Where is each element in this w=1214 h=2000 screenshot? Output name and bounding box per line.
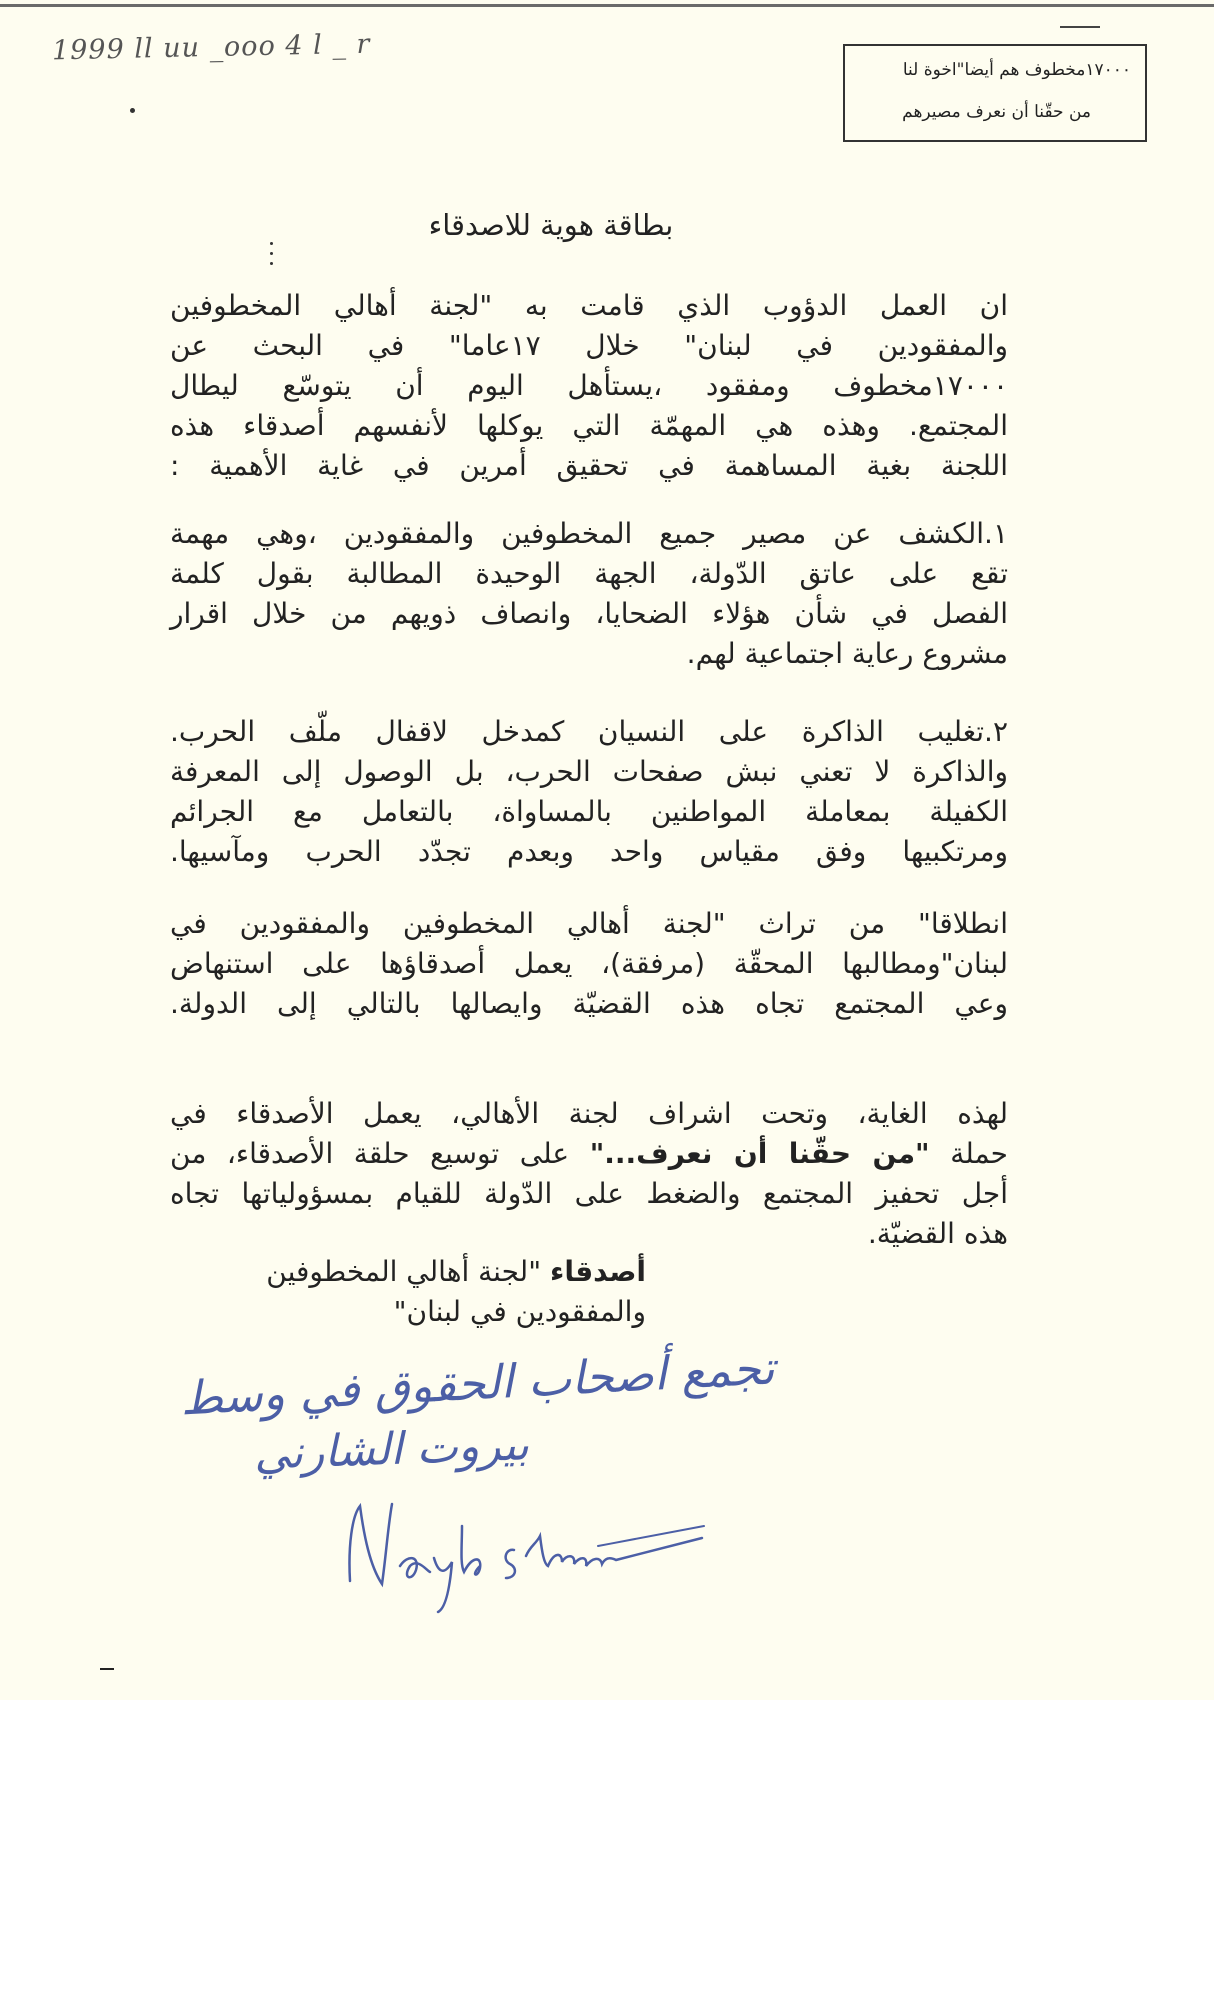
text-line: ان العمل الدؤوب الذي قامت به "لجنة أهالي المخطوفين xyxy=(170,289,1008,322)
handwritten-note-line-2: بيروت الشارني xyxy=(253,1419,530,1480)
campaign-name: "من حقّنا أن نعرف..." xyxy=(589,1137,930,1170)
ink-dot xyxy=(130,108,135,113)
text-line: انطلاقا" من تراث "لجنة أهالي المخطوفين والمفقودين في xyxy=(170,907,1008,940)
document-title: بطاقة هوية للاصدقاء xyxy=(428,208,674,242)
ink-dot xyxy=(270,242,273,245)
text-line: أجل تحفيز المجتمع والضغط على الدّولة للقيام بمسؤولياتها تجاه xyxy=(170,1177,1008,1210)
text-line: ومرتكبيها وفق مقياس واحد وبعدم تجدّد الحرب ومآسيها. xyxy=(170,835,1008,868)
closing-line-1 xyxy=(200,1252,646,1292)
text-line xyxy=(170,1134,1008,1174)
campaign-paragraph xyxy=(170,1094,1008,1254)
point-two-paragraph xyxy=(170,712,1008,872)
text-line: مشروع رعاية اجتماعية لهم. xyxy=(686,637,1008,670)
closing-text: "لجنة أهالي المخطوفين xyxy=(266,1255,550,1288)
stamp-line-1: ١٧٠٠٠مخطوف هم أيضا"اخوة لنا xyxy=(902,60,1131,80)
point-one-paragraph xyxy=(170,514,1008,674)
text-line: الكفيلة بمعاملة المواطنين بالمساواة، بالتعامل مع الجرائم xyxy=(170,795,1008,828)
top-tick-mark xyxy=(1060,26,1100,28)
scan-margin xyxy=(0,1700,1214,2000)
closing-line-2: والمفقودين في لبنان" xyxy=(393,1295,646,1328)
text-line: والمفقودين في لبنان" خلال ١٧عاما" في البحث عن xyxy=(170,329,1008,362)
reference-code: 1999 ll uu _ooo 4 l _ r xyxy=(51,28,371,67)
slogan-stamp xyxy=(843,44,1147,142)
heritage-paragraph xyxy=(170,904,1008,1024)
text-line: ٢.تغليب الذاكرة على النسيان كمدخل لاقفال ملّف الحرب. xyxy=(170,715,1008,748)
text-line: الفصل في شأن هؤلاء الضحايا، وانصاف ذويهم من خلال اقرار xyxy=(170,597,1008,630)
handwritten-note-line-1: تجمع أصحاب الحقوق في وسط xyxy=(178,1340,776,1426)
closing-bold-word: أصدقاء xyxy=(550,1255,646,1288)
intro-paragraph xyxy=(170,286,1008,486)
text-fragment: حملة xyxy=(929,1137,1008,1170)
text-line: ١.الكشف عن مصير جميع المخطوفين والمفقودين ،وهي مهمة xyxy=(170,517,1008,550)
top-border-line xyxy=(0,4,1214,7)
stamp-line-2: من حقّنا أن نعرف مصيرهم xyxy=(902,102,1091,122)
closing-signature xyxy=(200,1252,646,1332)
text-line: لبنان"ومطالبها المحقّة (مرفقة)، يعمل أصدقاؤها على استنهاض xyxy=(170,947,1008,980)
handwritten-signature xyxy=(330,1486,720,1616)
text-line: وعي المجتمع تجاه هذه القضيّة وايصالها بالتالي إلى الدولة. xyxy=(170,987,1008,1020)
text-fragment: على توسيع حلقة الأصدقاء، من xyxy=(170,1137,590,1170)
text-line: اللجنة بغية المساهمة في تحقيق أمرين في غاية الأهمية : xyxy=(170,449,1008,482)
ink-dot xyxy=(270,252,273,255)
text-line: لهذه الغاية، وتحت اشراف لجنة الأهالي، يعمل الأصدقاء في xyxy=(170,1097,1008,1130)
text-line: المجتمع. وهذه هي المهمّة التي يوكلها لأنفسهم أصدقاء هذه xyxy=(170,409,1008,442)
text-line: والذاكرة لا تعني نبش صفحات الحرب، بل الوصول إلى المعرفة xyxy=(170,755,1008,788)
text-line: هذه القضيّة. xyxy=(867,1217,1008,1250)
scan-mark xyxy=(100,1668,114,1670)
text-line: تقع على عاتق الدّولة، الجهة الوحيدة المطالبة بقول كلمة xyxy=(170,557,1008,590)
text-line: ١٧٠٠٠مخطوف ومفقود ،يستأهل اليوم أن يتوسّع ليطال xyxy=(170,369,1008,402)
ink-dot xyxy=(270,262,273,265)
